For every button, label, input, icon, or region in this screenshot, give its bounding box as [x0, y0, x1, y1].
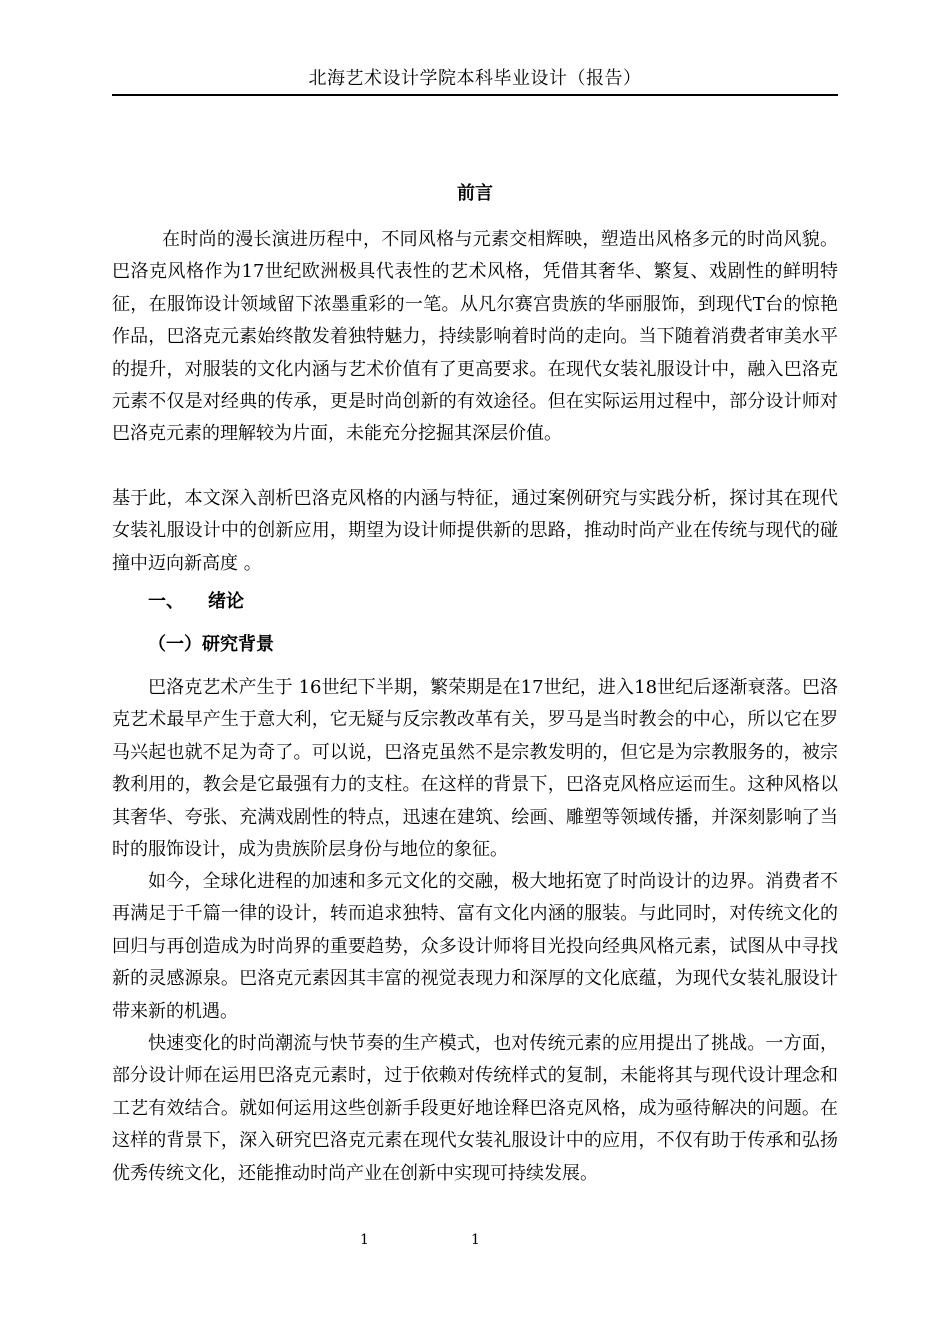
section-number: 一、 — [148, 591, 184, 612]
body-paragraph-2: 如今，全球化进程的加速和多元文化的交融，极大地拓宽了时尚设计的边界。消费者不再满足于千篇一律的设计，转而追求独特、富有文化内涵的服装。与此同时，对传统文化的回归与再创造成为时尚界的重要趋势，众多设计师将目光投向经典风格元素，试图从中寻找新的灵感源泉。巴洛克元素因其丰富的视觉表现力和深厚的文化底蕴，为现代女装礼服设计带来新的机遇。 — [112, 871, 838, 1022]
section-title: 绪论 — [208, 591, 244, 612]
preface-title: 前言 — [457, 183, 493, 204]
page-header: 北海艺术设计学院本科毕业设计（报告） — [112, 64, 838, 96]
body-paragraph-1: 巴洛克艺术产生于 16世纪下半期，繁荣期是在17世纪，进入18世纪后逐渐衰落。巴洛克艺术最早产生于意大利，它无疑与反宗教改革有关，罗马是当时教会的中心，所以它在罗马兴起也就不足为奇了。可以说，巴洛克虽然不是宗教发明的，但它是为宗教服务的，被宗教利用的，教会是它最强有力的支柱。在这样的背景下，巴洛克风格应运而生。这种风格以其奢华、夸张、充满戏剧性的特点，迅速在建筑、绘画、雕塑等领域传播，并深刻影响了当时的服饰设计，成为贵族阶层身份与地位的象征。 — [112, 677, 838, 861]
subsection-heading: （一）研究背景 — [148, 634, 274, 655]
body-paragraph-3: 快速变化的时尚潮流与快节奏的生产模式，也对传统元素的应用提出了挑战。一方面，部分设计师在运用巴洛克元素时，过于依赖对传统样式的复制，未能将其与现代设计理念和工艺有效结合。就如何运用这些创新手段更好地诠释巴洛克风格，成为亟待解决的问题。在这样的背景下，深入研究巴洛克元素在现代女装礼服设计中的应用，不仅有助于传承和弘扬优秀传统文化，还能推动时尚产业在创新中实现可持续发展。 — [112, 1033, 838, 1184]
preface-paragraph-2: 基于此，本文深入剖析巴洛克风格的内涵与特征，通过案例研究与实践分析，探讨其在现代女装礼服设计中的创新应用，期望为设计师提供新的思路，推动时尚产业在传统与现代的碰撞中迈向新高度 。 — [112, 488, 838, 574]
page-number-left: 1 — [360, 1232, 369, 1248]
section-heading — [148, 590, 244, 614]
preface-paragraph-1: 在时尚的漫长演进历程中，不同风格与元素交相辉映，塑造出风格多元的时尚风貌。巴洛克风格作为17世纪欧洲极具代表性的艺术风格，凭借其奢华、繁复、戏剧性的鲜明特征，在服饰设计领域留下浓墨重彩的一笔。从凡尔赛宫贵族的华丽服饰，到现代T台的惊艳作品，巴洛克元素始终散发着独特魅力，持续影响着时尚的走向。当下随着消费者审美水平的提升，对服装的文化内涵与艺术价值有了更高要求。在现代女装礼服设计中，融入巴洛克元素不仅是对经典的传承，更是时尚创新的有效途径。但在实际运用过程中，部分设计师对巴洛克元素的理解较为片面，未能充分挖掘其深层价值。 — [112, 229, 838, 445]
page-number-right: 1 — [471, 1232, 480, 1248]
